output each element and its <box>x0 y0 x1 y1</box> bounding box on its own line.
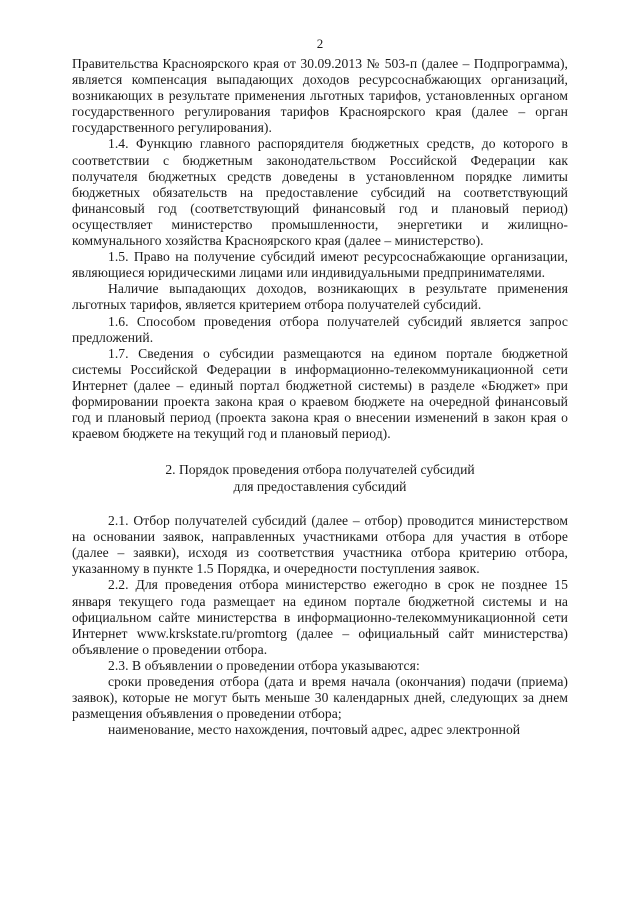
section-heading-line: для предоставления субсидий <box>233 478 407 494</box>
paragraph: 1.5. Право на получение субсидий имеют ресурсоснабжающие организации, являющиеся юридическими лицами или индивидуальными предпринимателями. <box>72 249 568 281</box>
top-paragraphs <box>72 56 568 442</box>
paragraph: сроки проведения отбора (дата и время начала (окончания) подачи (приема) заявок), которые не могут быть меньше 30 календарных дней, следующих за днем размещения объявления о проведении отбора; <box>72 674 568 722</box>
paragraph: 1.6. Способом проведения отбора получателей субсидий является запрос предложений. <box>72 313 568 345</box>
paragraph: Наличие выпадающих доходов, возникающих в результате применения льготных тарифов, является критерием отбора получателей субсидий. <box>72 281 568 313</box>
paragraph: 1.4. Функцию главного распорядителя бюджетных средств, до которого в соответствии с бюджетным законодательством Российской Федерации как получателя бюджетных средств доведены в установленном порядке лимиты бюджетных обязательств на предоставление субсидий на соответствующий финансовый год (соответствующий финансовый год и плановый период) осуществляет министерство промышленности, энергетики и жилищно-коммунального хозяйства Красноярского края (далее – министерство). <box>72 136 568 249</box>
paragraph: 2.2. Для проведения отбора министерство ежегодно в срок не позднее 15 января текущего года размещает на едином портале бюджетной системы и на официальном сайте министерства в информационно-телекоммуникационной сети Интернет www.krskstate.ru/promtorg (далее – официальный сайт министерства) объявление о проведении отбора. <box>72 577 568 657</box>
paragraph: 2.1. Отбор получателей субсидий (далее – отбор) проводится министерством на основании заявок, направленных участниками отбора для участия в отборе (далее – заявки), исходя из соответствия участника отбора критерию отбора, указанному в пункте 1.5 Порядка, и очередности поступления заявок. <box>72 513 568 577</box>
paragraph: наименование, место нахождения, почтовый адрес, адрес электронной <box>108 722 521 738</box>
section-heading <box>72 462 568 495</box>
paragraph: 2.3. В объявлении о проведении отбора указываются: <box>108 657 420 673</box>
paragraph: Правительства Красноярского края от 30.09.2013 № 503-п (далее – Подпрограмма), является компенсация выпадающих доходов ресурсоснабжающих организаций, возникающих в результате применения льготных тарифов, установленных органом государственного регулирования тарифов Красноярского края (далее – орган государственного регулирования). <box>72 56 568 136</box>
page-number: 2 <box>316 36 324 51</box>
section-heading-line: 2. Порядок проведения отбора получателей субсидий <box>165 462 475 478</box>
bottom-paragraphs <box>72 513 568 738</box>
paragraph: 1.7. Сведения о субсидии размещаются на едином портале бюджетной системы Российской Федерации в информационно-телекоммуникационной сети Интернет (далее – единый портал бюджетной системы) в разделе «Бюджет» при формировании проекта закона края о краевом бюджете на очередной финансовый год и плановый период (проекта закона края о внесении изменений в закон края о краевом бюджете на текущий год и плановый период). <box>72 345 568 442</box>
